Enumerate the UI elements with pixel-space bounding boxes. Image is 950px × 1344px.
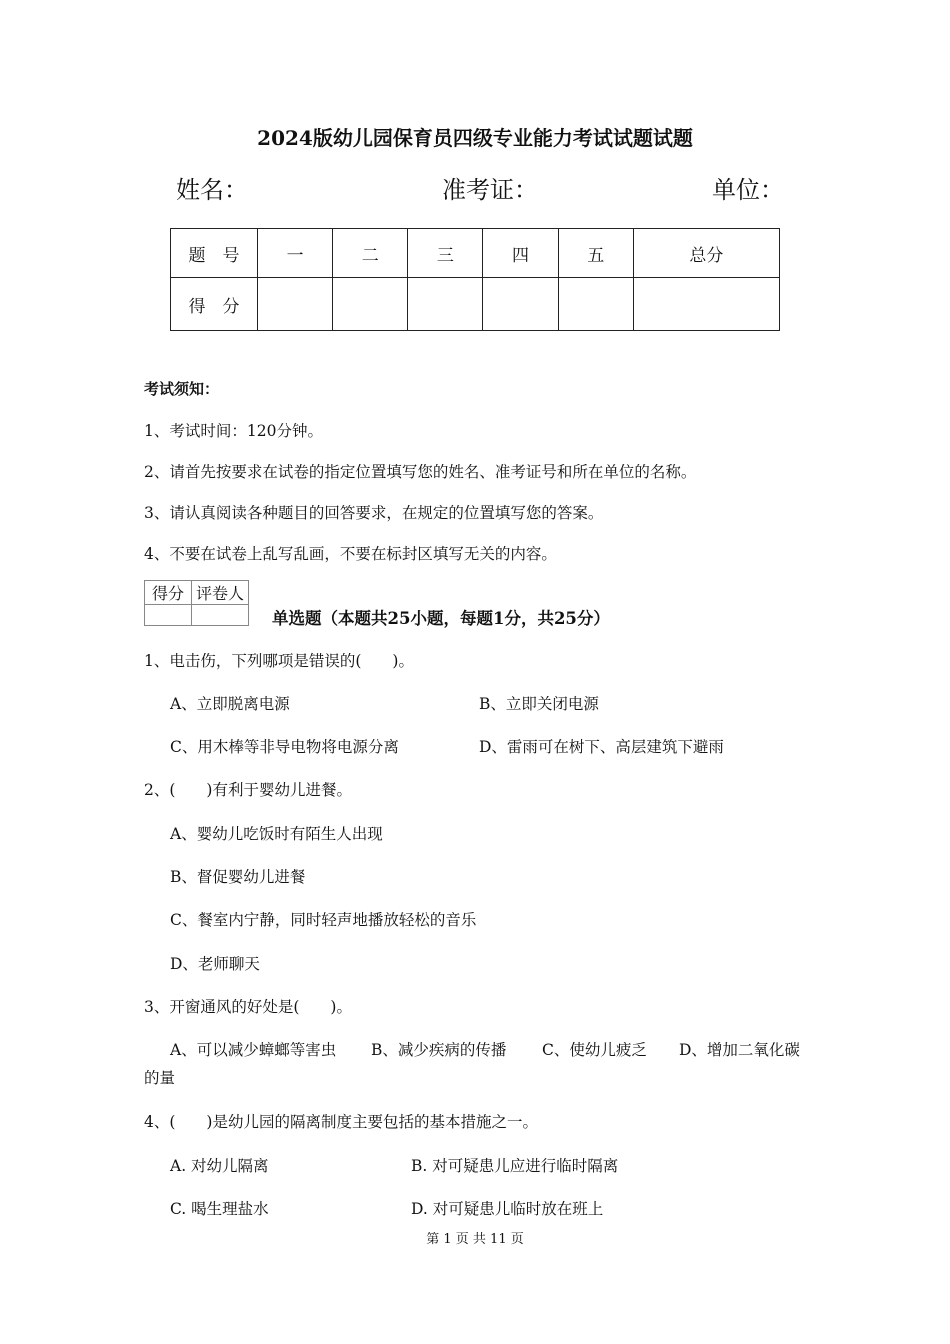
unit-field-label: 单位：	[712, 176, 784, 204]
question-option: C、餐室内宁静，同时轻声地播放轻松的音乐	[170, 911, 477, 929]
score-header-cell: 二	[333, 229, 408, 278]
question-option: A、立即脱离电源	[170, 695, 290, 713]
section-title: 单选题（本题共25小题，每题1分，共25分）	[272, 609, 610, 628]
score-cell[interactable]	[633, 278, 779, 331]
score-header-cell: 一	[258, 229, 333, 278]
question-option: D、老师聊天	[170, 955, 260, 973]
grader-name-cell[interactable]	[192, 605, 249, 626]
score-table-score-row	[171, 278, 780, 331]
score-header-cell: 三	[408, 229, 483, 278]
score-header-cell: 五	[558, 229, 633, 278]
score-cell[interactable]	[558, 278, 633, 331]
question-stem: 3、开窗通风的好处是( )。	[144, 998, 352, 1016]
score-table	[170, 228, 780, 331]
grader-name-label: 评卷人	[192, 581, 249, 605]
question-option-continuation: 的量	[144, 1069, 176, 1087]
question-option: B、立即关闭电源	[479, 695, 599, 713]
question-stem: 2、( )有利于婴幼儿进餐。	[144, 781, 352, 799]
question-stem: 4、( )是幼儿园的隔离制度主要包括的基本措施之一。	[144, 1113, 538, 1131]
score-cell[interactable]	[258, 278, 333, 331]
score-header-cell: 四	[483, 229, 558, 278]
score-table-header-row	[171, 229, 780, 278]
question-option: D、增加二氧化碳	[679, 1041, 800, 1059]
score-cell[interactable]	[483, 278, 558, 331]
question-option: C. 喝生理盐水	[170, 1200, 269, 1218]
question-option: D、雷雨可在树下、高层建筑下避雨	[479, 738, 724, 756]
score-row-label: 得 分	[171, 278, 258, 331]
notice-item: 2、请首先按要求在试卷的指定位置填写您的姓名、准考证号和所在单位的名称。	[144, 463, 697, 481]
score-cell[interactable]	[333, 278, 408, 331]
question-stem: 1、电击伤，下列哪项是错误的( )。	[144, 652, 414, 670]
question-option: A、婴幼儿吃饭时有陌生人出现	[170, 825, 383, 843]
notice-heading: 考试须知：	[144, 380, 220, 398]
question-option: D. 对可疑患儿临时放在班上	[411, 1200, 604, 1218]
name-field-label: 姓名：	[176, 176, 248, 204]
question-option: A. 对幼儿隔离	[170, 1157, 269, 1175]
notice-item: 1、考试时间：120分钟。	[144, 422, 323, 440]
grader-box	[144, 580, 249, 626]
score-header-cell: 题 号	[171, 229, 258, 278]
question-option: B、减少疾病的传播	[371, 1041, 507, 1059]
grader-score-cell[interactable]	[145, 605, 192, 626]
page-footer: 第 1 页 共 11 页	[426, 1232, 524, 1247]
question-option: B. 对可疑患儿应进行临时隔离	[411, 1157, 619, 1175]
question-option: A、可以减少蟑螂等害虫	[170, 1041, 337, 1059]
notice-item: 3、请认真阅读各种题目的回答要求，在规定的位置填写您的答案。	[144, 504, 604, 522]
notice-item: 4、不要在试卷上乱写乱画，不要在标封区填写无关的内容。	[144, 545, 557, 563]
score-header-cell: 总分	[633, 229, 779, 278]
page-title: 2024版幼儿园保育员四级专业能力考试试题试题	[257, 126, 693, 150]
exam-id-field-label: 准考证：	[442, 176, 538, 204]
question-option: C、使幼儿疲乏	[542, 1041, 647, 1059]
grader-score-label: 得分	[145, 581, 192, 605]
question-option: C、用木棒等非导电物将电源分离	[170, 738, 399, 756]
score-cell[interactable]	[408, 278, 483, 331]
question-option: B、督促婴幼儿进餐	[170, 868, 306, 886]
